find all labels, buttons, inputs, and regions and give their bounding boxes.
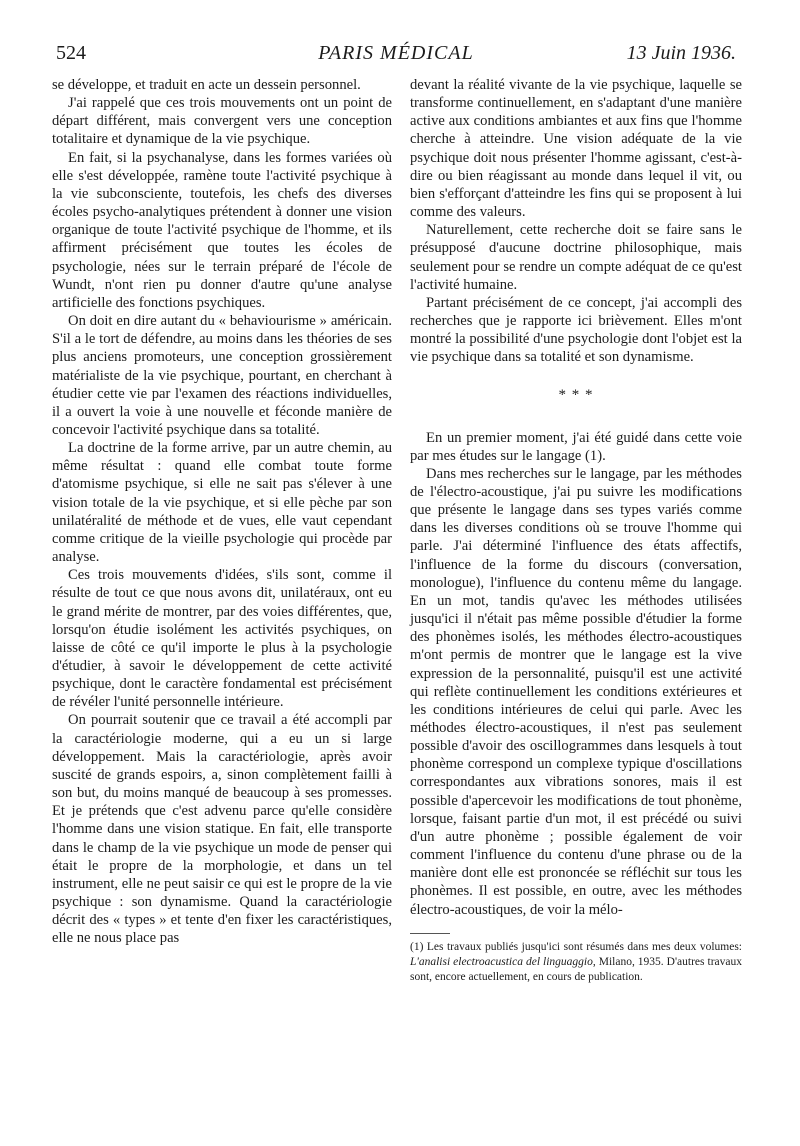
paragraph: Dans mes recherches sur le langage, par les méthodes de l'électro-acoustique, j'ai pu suivre les modifications que présente le langage dans ses types variés comme dans les diverses conditions où se trouve l'homme qui parle. J'ai déterminé l'influence des états affectifs, l'influence de la forme du discours (conversation, monologue), l'influence du contenu même du langage. En un mot, tandis qu'avec les méthodes utilisées jusqu'ici il n'était pas même possible d'étudier la forme des phonèmes isolés, les méthodes électro-acoustiques m'ont permis de montrer que le langage est la vive expression de la personnalité, puisqu'il est une activité qui reflète continuellement les conditions extérieures et les conditions intérieures de celui qui parle. Avec les méthodes électro-acoustiques, il n'est pas seulement possible d'avoir des oscillogrammes dans lesquels à tout phonème correspond un complexe typique d'oscillations correspondantes aux vibrations sonores, mais il est possible d'apercevoir les modifications de tout phonème, lorsque, faisant partie d'un mot, il est précédé ou suivi d'un autre phonème ; possible également de voir comment l'influence du contenu d'une phrase ou de la manière dont elle est prononcée se réfléchit sur tous les phonèmes. Il est possible, en outre, avec les méthodes électro-acoustiques, de voir la mélo- bbox=[410, 465, 742, 918]
footnote-book-title: L'analisi electroacustica del linguaggio bbox=[410, 955, 593, 968]
paragraph: En fait, si la psychanalyse, dans les formes variées où elle s'est développée, ramène toute l'activité psychique à la vie subconsciente, toutefois, les chefs des diverses écoles psycho-analytiques prétendent à donner une vision organique de toute l'activité psychique de l'homme, et ils affirment précisément que toutes les écoles de psychologie, nées sur le terrain préparé de l'école de Wundt, n'ont rien pu donner d'autre qu'une analyse artificielle des fonctions psychiques. bbox=[52, 149, 392, 311]
journal-title: PARIS MÉDICAL bbox=[318, 42, 474, 64]
paragraph: On pourrait soutenir que ce travail a été accompli par la caractériologie moderne, qui a eu un si large développement. Mais la caractériologie, après avoir suscité de grands espoirs, a, sinon complètement failli à son but, du moins manqué de beaucoup à ses promesses. Et je prétends que c'est advenu parce qu'elle considère l'homme dans une vision statique. En fait, elle transporte dans le champ de la vie psychique un mode de penser qui était le propre de la morphologie, et dans un tel instrument, elle ne peut saisir ce qui est le propre de la vie psychique : son dynamisme. Quand la caractériologie décrit des « types » et tente d'en fixer les caractéristiques, elle ne nous place pas bbox=[52, 712, 392, 947]
paragraph: Ces trois mouvements d'idées, s'ils sont, comme il résulte de tout ce que nous avons dit, unilatéraux, ont eu le grand mérite de montrer, par des voies différentes, que, lorsqu'on étudie isolément les activités psychiques, on laisse de côté ce qu'il importe le plus à la psychologie d'étudier, à savoir le développement de cette activité psychique, dont le caractère fondamental est précisément de révéler l'unité personnelle intérieure. bbox=[52, 567, 392, 711]
paragraph: On doit en dire autant du « behaviourisme » américain. S'il a le tort de défendre, au moins dans les théories de ses plus anciens promoteurs, une conception grossièrement matérialiste de la vie psychique, pourtant, en cherchant à étudier cette vie par l'examen des réactions individuelles, il a ouvert la voie à une nouvelle et féconde manière de concevoir l'activité psychique dans sa totalité. bbox=[52, 313, 392, 438]
paragraph: En un premier moment, j'ai été guidé dans cette voie par mes études sur le langage (1). bbox=[410, 429, 742, 464]
running-header bbox=[56, 42, 736, 72]
paragraph: J'ai rappelé que ces trois mouvements ont un point de départ différent, mais convergent vers une conception totalitaire et dynamique de la vie psychique. bbox=[52, 95, 392, 148]
footnote-divider bbox=[410, 933, 450, 934]
issue-date: 13 Juin 1936. bbox=[626, 42, 736, 64]
left-column bbox=[52, 76, 392, 948]
footnote bbox=[410, 940, 742, 985]
section-separator: * * * bbox=[558, 386, 594, 403]
paragraph: devant la réalité vivante de la vie psychique, laquelle se transforme continuellement, en s'adaptant d'une manière active aux conditions ambiantes et aux fins que l'homme cherche à atteindre. Une vision adéquate de la vie psychique doit nous présenter l'homme agissant, c'est-à-dire ou bien réagissant au monde dans lequel il vit, ou bien s'efforçant d'atteindre les fins qui se proposent à lui comme des valeurs. bbox=[410, 77, 742, 221]
paragraph: La doctrine de la forme arrive, par un autre chemin, au même résultat : quand elle combat toute forme d'atomisme psychique, si elle ne sait pas s'élever à une vision totale de la vie psychique, et si elle pèche par son unilatéralité de méthode et de vues, elle vaut cependant comme critique de la vieille psychologie qui procède par analyse. bbox=[52, 440, 392, 566]
paragraph: se développe, et traduit en acte un dessein personnel. bbox=[52, 77, 361, 93]
paragraph: Naturellement, cette recherche doit se faire sans le présupposé d'aucune doctrine philosophique, mais seulement pour se rendre un compte adéquat de ce qu'est l'activité humaine. bbox=[410, 222, 742, 293]
footnote-text: (1) Les travaux publiés jusqu'ici sont résumés dans mes deux volumes: bbox=[410, 940, 742, 953]
right-column bbox=[410, 76, 742, 985]
footnote-text-end: , Milano, 1935. D'autres travaux sont, encore actuellement, en cours de publication. bbox=[410, 955, 742, 983]
paragraph: Partant précisément de ce concept, j'ai accompli des recherches que je rapporte ici brièvement. Elles m'ont montré la possibilité d'une psychologie dont l'objet est la vie psychique dans sa totalité et son dynamisme. bbox=[410, 294, 742, 366]
page-number: 524 bbox=[56, 42, 86, 64]
